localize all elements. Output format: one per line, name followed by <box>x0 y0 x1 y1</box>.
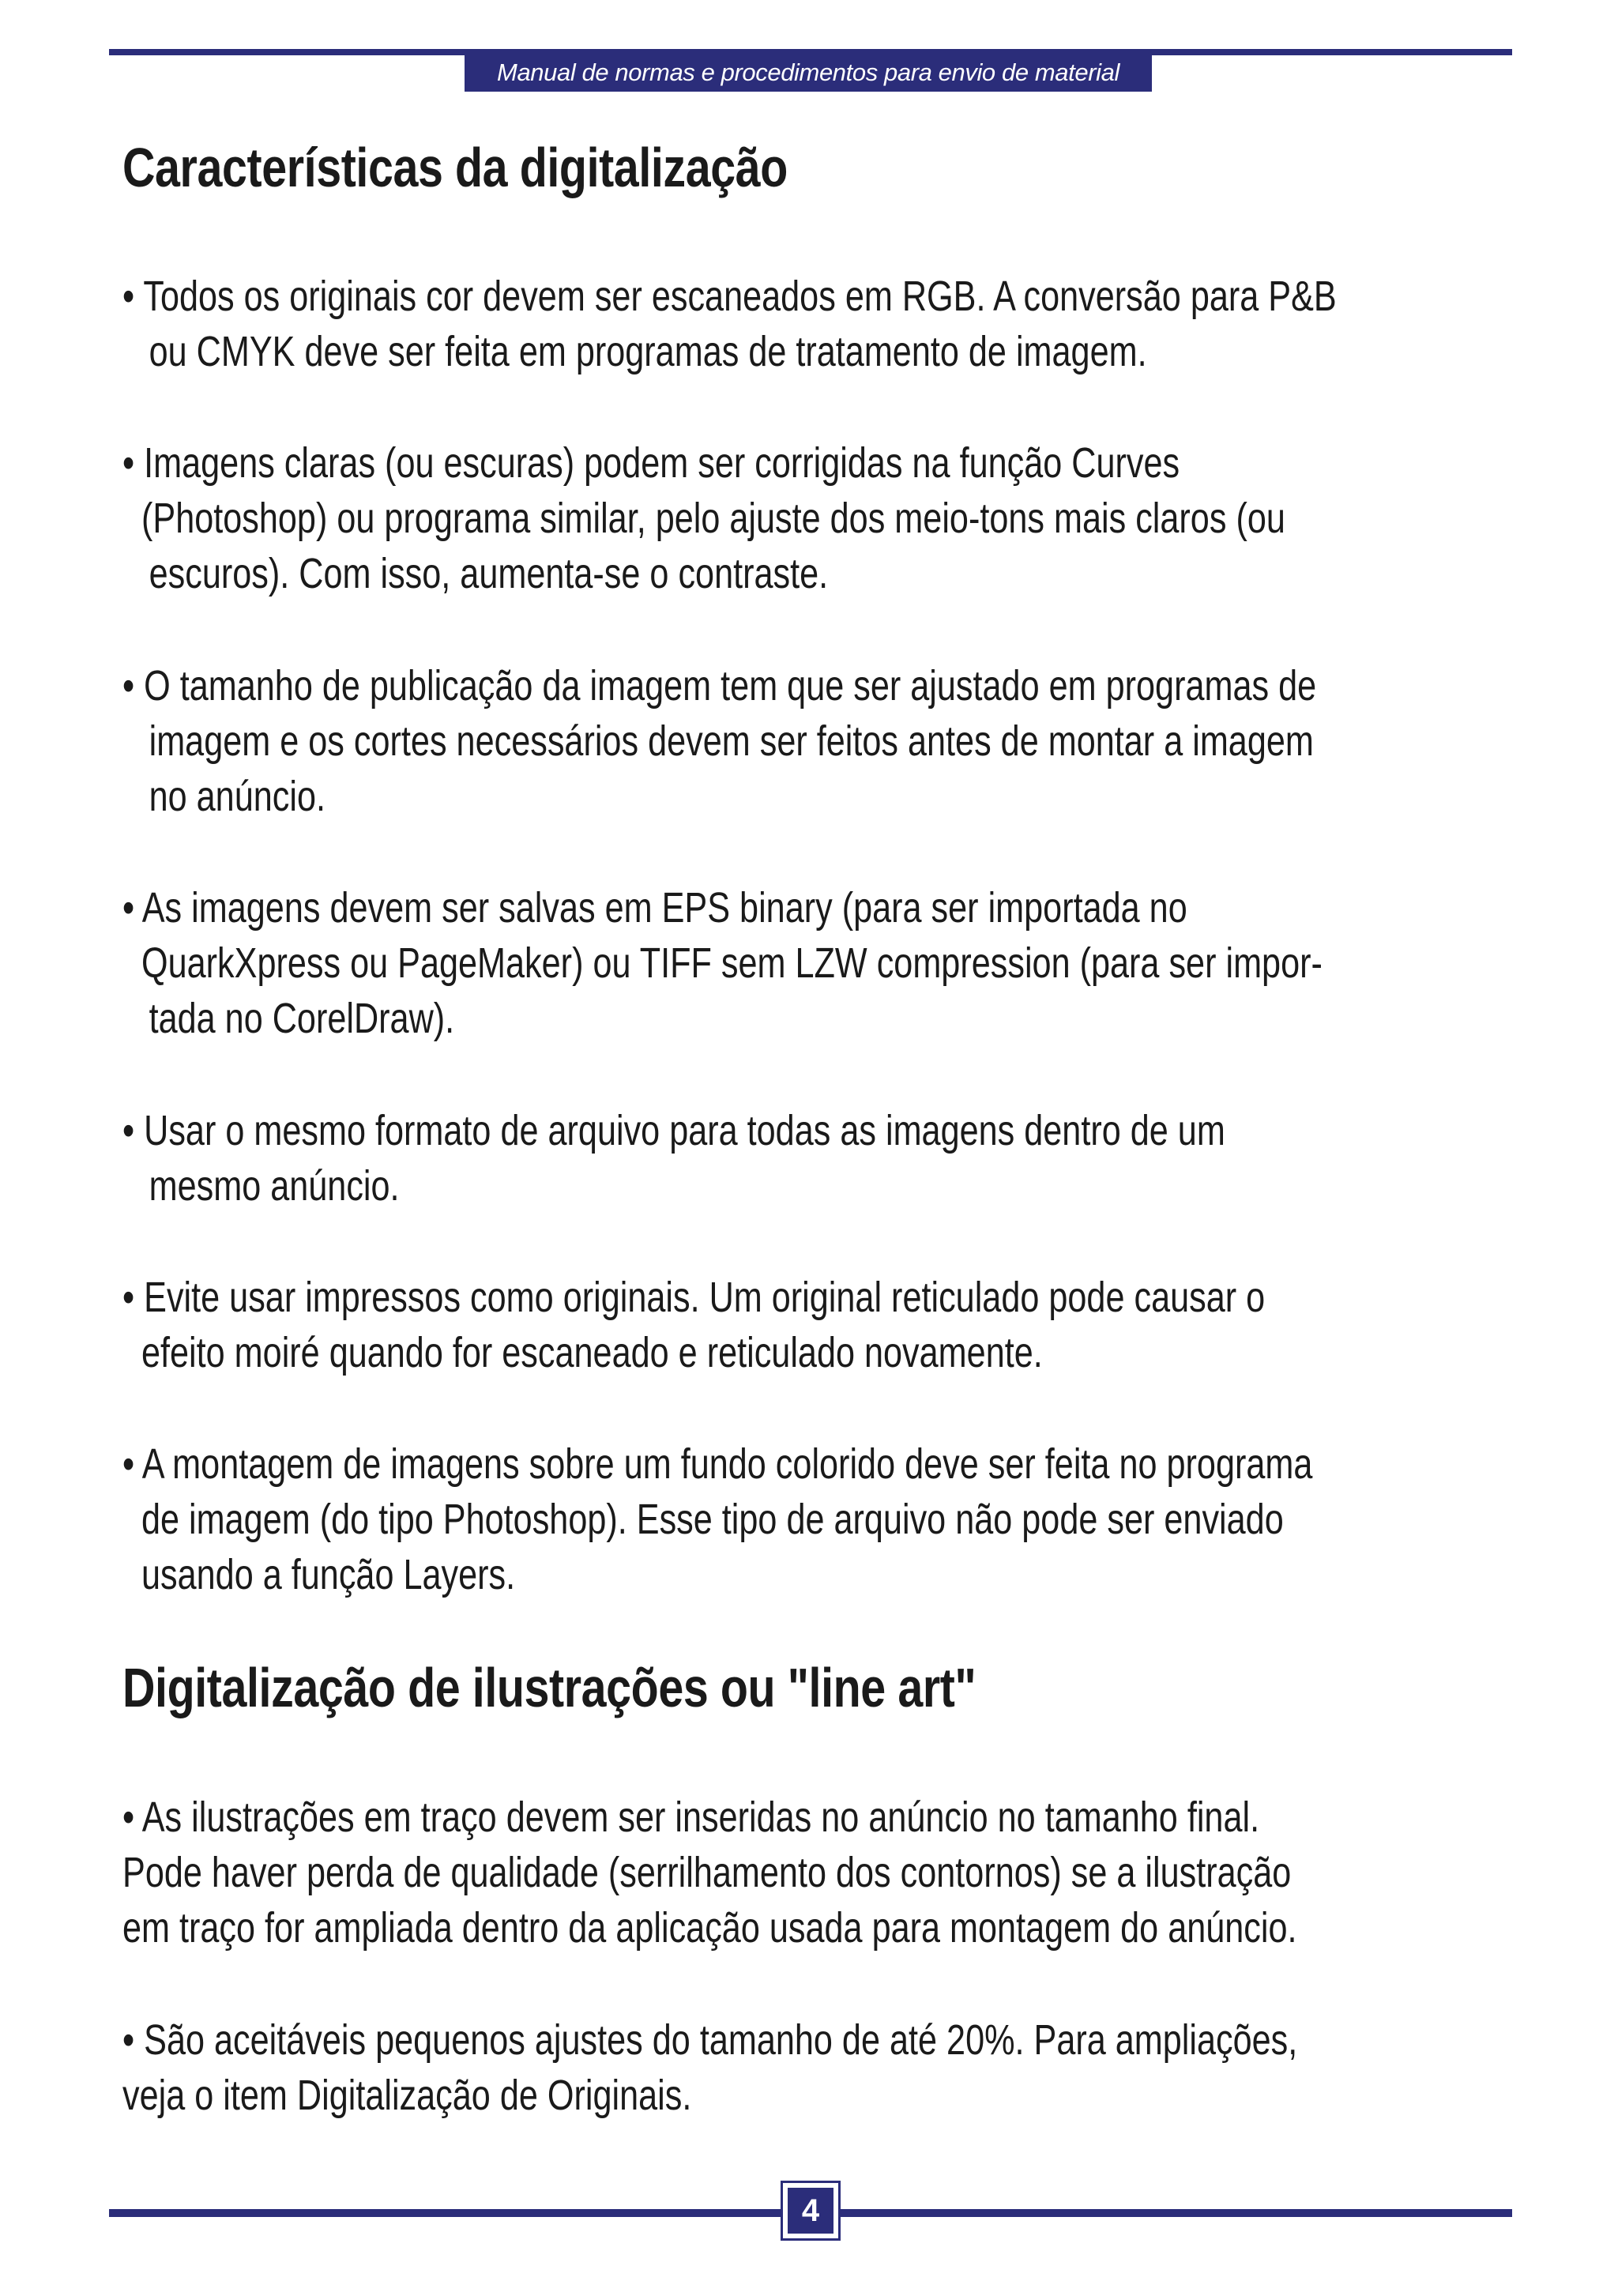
bullet-line: tada no CorelDraw). <box>149 995 455 1042</box>
bullet-line: em traço for ampliada dentro da aplicação usada para montagem do anúncio. <box>122 1904 1297 1952</box>
bullet-line: • A montagem de imagens sobre um fundo colorido deve ser feita no programa <box>122 1440 1313 1488</box>
bullet-line: usando a função Layers. <box>141 1551 516 1598</box>
bullet-line: • O tamanho de publicação da imagem tem que ser ajustado em programas de <box>122 662 1317 710</box>
bullet-item-layers <box>122 1436 1312 1602</box>
page-number-box <box>781 2181 841 2241</box>
bullet-item-rgb <box>122 269 1337 379</box>
bullet-line: de imagem (do tipo Photoshop). Esse tipo de arquivo não pode ser enviado <box>141 1496 1284 1543</box>
bullet-line: mesmo anúncio. <box>149 1162 400 1210</box>
bullet-line: • Imagens claras (ou escuras) podem ser corrigidas na função Curves <box>122 439 1180 487</box>
running-title: Manual de normas e procedimentos para envio de material <box>465 54 1152 92</box>
bullet-item-size <box>122 658 1316 824</box>
section-title-characteristics: Características da digitalização <box>122 137 788 198</box>
bullet-line: • São aceitáveis pequenos ajustes do tamanho de até 20%. Para ampliações, <box>122 2016 1298 2064</box>
bullet-item-moire <box>122 1270 1265 1380</box>
bullet-line: • As imagens devem ser salvas em EPS binary (para ser importada no <box>122 884 1187 932</box>
bullet-item-same-format <box>122 1103 1225 1214</box>
bullet-line: ou CMYK deve ser feita em programas de tratamento de imagem. <box>149 328 1147 375</box>
bullet-item-curves <box>122 435 1285 601</box>
bullet-line: QuarkXpress ou PageMaker) ou TIFF sem LZW compression (para ser impor- <box>141 939 1323 987</box>
bullet-item-formats <box>122 880 1323 1046</box>
bullet-item-final-size <box>122 1790 1297 1955</box>
page-number: 4 <box>788 2188 833 2234</box>
bullet-line: (Photoshop) ou programa similar, pelo ajuste dos meio-tons mais claros (ou <box>141 495 1285 542</box>
bullet-line: • Usar o mesmo formato de arquivo para todas as imagens dentro de um <box>122 1107 1225 1154</box>
bullet-line: veja o item Digitalização de Originais. <box>122 2072 692 2119</box>
bullet-line: efeito moiré quando for escaneado e reticulado novamente. <box>141 1329 1043 1376</box>
bullet-line: escuros). Com isso, aumenta-se o contraste. <box>149 550 829 597</box>
bullet-line: Pode haver perda de qualidade (serrilhamento dos contornos) se a ilustração <box>122 1849 1292 1896</box>
bullet-item-adjustments <box>122 2012 1297 2123</box>
bullet-line: • As ilustrações em traço devem ser inseridas no anúncio no tamanho final. <box>122 1794 1260 1841</box>
section-title-line-art: Digitalização de ilustrações ou "line art" <box>122 1657 976 1718</box>
bullet-line: • Todos os originais cor devem ser escaneados em RGB. A conversão para P&B <box>122 273 1337 320</box>
bullet-line: • Evite usar impressos como originais. Um original reticulado pode causar o <box>122 1274 1266 1321</box>
bullet-line: imagem e os cortes necessários devem ser feitos antes de montar a imagem <box>149 717 1314 765</box>
bullet-line: no anúncio. <box>149 773 325 820</box>
